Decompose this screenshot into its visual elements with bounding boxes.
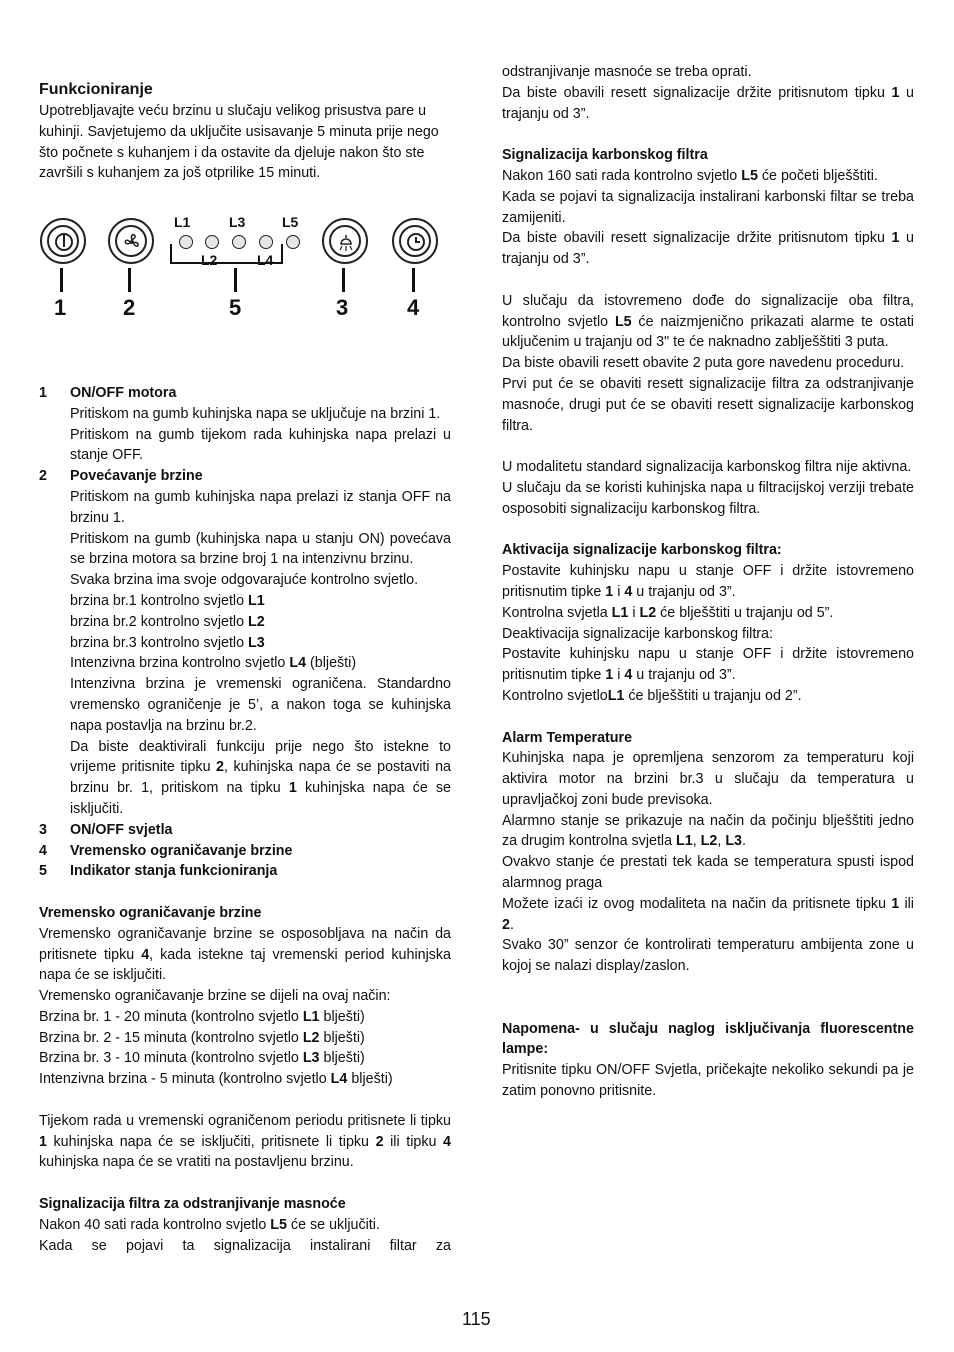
- activation-text-2: Kontrolna svjetla L1 i L2 će blješštiti u trajanju od 5”.: [502, 604, 834, 621]
- list-item: 4 Vremensko ograničavanje brzine: [39, 842, 293, 859]
- list-item: 5 Indikator stanja funkcioniranja: [39, 863, 278, 880]
- led-label-l5: L5: [282, 214, 299, 231]
- deactivation-label: Deaktivacija signalizacije karbonskog filtra:: [502, 625, 773, 642]
- power-icon: [52, 230, 76, 254]
- list-item: 3 ON/OFF svjetla: [39, 821, 173, 838]
- speed-line-3: brzina br.3 kontrolno svjetlo L3: [70, 634, 265, 651]
- light-button: [322, 218, 368, 264]
- section-title: Funkcioniranje: [39, 81, 153, 98]
- alarm-text-3: Ovakvo stanje će prestati tek kada se temperatura spusti ispod alarmnog praga: [502, 854, 914, 892]
- speed-line-4: Intenzivna brzina kontrolno svjetlo L4 (blješti): [70, 655, 357, 672]
- alarm-text-2: Alarmno stanje se prikazuje na način da počinju blješštiti jedno za drugim kontrolna svjetla L1, L2, L3.: [502, 812, 914, 850]
- grease-text-1: Nakon 40 sati rada kontrolno svjetlo L5 će se uključiti.: [39, 1216, 380, 1233]
- power-button: [40, 218, 86, 264]
- right-column: [502, 62, 914, 1102]
- carbon-text-1: Nakon 160 sati rada kontrolno svjetlo L5 će početi blješštiti.: [502, 167, 878, 184]
- alarm-heading: Alarm Temperature: [502, 729, 633, 746]
- std-text-2: U slučaju da se koristi kuhinjska napa u filtracijskoj verziji trebate osposobiti signalizaciju karbonskog filtra.: [502, 479, 914, 517]
- item2-text-2: Pritiskom na gumb (kuhinjska napa u stanju ON) povećava se brzina motora sa brzine broj 1 na intenzivnu brzinu.: [70, 530, 451, 568]
- note-text: Pritisnite tipku ON/OFF Svjetla, pričekajte nekoliko sekundi pa je zatim ponovno pritisnite.: [502, 1062, 914, 1100]
- item2-text-3: Svaka brzina ima svoje odgovarajuće kontrolno svjetlo.: [70, 572, 419, 589]
- label-number-4: 4: [407, 295, 420, 321]
- carbon-text-2: Kada se pojavi ta signalizacija instalirani karbonski filtar se treba zamijeniti.: [502, 188, 914, 226]
- item1-text-2: Pritiskom na gumb tijekom rada kuhinjska napa prelazi u stanje OFF.: [70, 426, 451, 464]
- deactivation-text-1: Postavite kuhinjsku napu u stanje OFF i držite istovremeno pritisnutim tipke 1 i 4 u trajanju od 3”.: [502, 646, 914, 684]
- both-text-2: Da biste obavili resett obavite 2 puta gore navedenu proceduru.: [502, 355, 905, 372]
- label-number-1: 1: [54, 295, 67, 321]
- led-label-l2: L2: [201, 252, 218, 269]
- cont-text-2: Da biste obavili resett signalizacije držite pritisnutom tipku 1 u trajanju od 3”.: [502, 84, 914, 122]
- alarm-text-5: Svako 30” senzor će kontrolirati temperaturu ambijenta zone u kojoj se nalazi display/zaslon.: [502, 937, 914, 975]
- led-l5: [286, 235, 300, 249]
- timer-line-1: Brzina br. 1 - 20 minuta (kontrolno svjetlo L1 blješti): [39, 1008, 365, 1025]
- both-text-3: Prvi put će se obaviti resett signalizacije filtra za odstranjivanje masnoće, drugi put će se obaviti resett signalizacije karbonskog filtra.: [502, 375, 914, 434]
- grease-heading: Signalizacija filtra za odstranjivanje masnoće: [39, 1196, 346, 1213]
- list-item: 1 ON/OFF motora: [39, 384, 177, 401]
- fan-icon: [120, 230, 144, 254]
- carbon-heading: Signalizacija karbonskog filtra: [502, 147, 708, 164]
- item1-text-1: Pritiskom na gumb kuhinjska napa se uključuje na brzini 1.: [70, 405, 441, 422]
- alarm-text-1: Kuhinjska napa je opremljena senzorom za temperaturu koji aktivira motor na brzini br.3 u slučaju da temperatura u upravljačkoj zoni bude previsoka.: [502, 750, 914, 808]
- timer-line-2: Brzina br. 2 - 15 minuta (kontrolno svjetlo L2 blješti): [39, 1029, 365, 1046]
- led-label-l4: L4: [257, 252, 274, 269]
- label-number-5: 5: [229, 295, 242, 321]
- label-number-3: 3: [336, 295, 349, 321]
- activation-text-1: Postavite kuhinjsku napu u stanje OFF i držite istovremeno pritisnutim tipke 1 i 4 u trajanju od 3”.: [502, 563, 914, 600]
- control-panel-diagram: [39, 202, 451, 352]
- light-icon: [334, 230, 358, 254]
- speed-line-1: brzina br.1 kontrolno svjetlo L1: [70, 592, 265, 609]
- timer-heading: Vremensko ograničavanje brzine: [39, 904, 262, 921]
- cont-text-1: odstranjivanje masnoće se treba oprati.: [502, 64, 752, 80]
- speed-line-2: brzina br.2 kontrolno svjetlo L2: [70, 613, 265, 630]
- timer-line-4: Intenzivna brzina - 5 minuta (kontrolno svjetlo L4 blješti): [39, 1071, 393, 1088]
- alarm-text-4: Možete izaći iz ovog modaliteta na način da pritisnete tipku 1 ili 2.: [502, 895, 914, 933]
- both-text-1: U slučaju da istovremeno dođe do signalizacije oba filtra, kontrolno svjetlo L5 će naizmjenično prikazati alarme te ostati uključenim u trajanju od 3" te će naknadno zablješštiti 3 puta.: [502, 292, 914, 351]
- item2-text-5: Da biste deaktivirali funkciju prije nego što istekne to vrijeme pritisnite tipku 2, kuhinjska napa će se postaviti na brzinu br. 1, pritiskom na tipku 1 kuhinjska napa će se isključiti.: [70, 738, 452, 817]
- std-text-1: U modalitetu standard signalizacija karbonskog filtra nije aktivna.: [502, 459, 912, 476]
- note-heading: Napomena- u slučaju naglog isključivanja fluorescentne lampe:: [502, 1020, 914, 1058]
- activation-heading: Aktivacija signalizacije karbonskog filtra:: [502, 542, 782, 559]
- timer-line-3: Brzina br. 3 - 10 minuta (kontrolno svjetlo L3 blješti): [39, 1050, 365, 1067]
- timer-icon: [404, 230, 428, 254]
- page-number: 115: [462, 1309, 491, 1329]
- led-label-l1: L1: [174, 214, 191, 231]
- timer-text-1: Vremensko ograničavanje brzine se osposobljava na način da pritisnete tipku 4, kada istekne taj vremenski period kuhinjska napa će se isključiti.: [39, 925, 451, 984]
- intro-paragraph: Upotrebljavajte veću brzinu u slučaju velikog prisustva pare u kuhinji. Savjetujemo da uključite usisavanje 5 minuta prije nego što počnete s kuhanjem i da ostavite da djeluje nakon što ste završili s kuhanjem za još otprilike 15 minuti.: [39, 103, 439, 182]
- item2-text-1: Pritiskom na gumb kuhinjska napa prelazi iz stanja OFF na brzinu 1.: [70, 488, 451, 526]
- during-text: Tijekom rada u vremenski ograničenom periodu pritisnete li tipku 1 kuhinjska napa će se isključiti, pritisnete li tipku 2 ili tipku 4 kuhinjska napa će se vratiti na postavljenu brzinu.: [39, 1112, 451, 1171]
- timer-button: [392, 218, 438, 264]
- list-item: 2 Povećavanje brzine: [39, 468, 203, 485]
- led-label-l3: L3: [229, 214, 246, 231]
- item2-text-4: Intenzivna brzina je vremenski ograničena. Standardno vremensko ograničenje je 5’, a nakon toga se kuhinjska napa postavlja na brzinu br.2.: [70, 676, 451, 734]
- carbon-text-3: Da biste obavili resett signalizacije držite pritisnutom tipku 1 u trajanju od 3”.: [502, 230, 914, 268]
- grease-text-2: Kada se pojavi ta signalizacija instalirani filtar za: [39, 1237, 451, 1254]
- fan-speed-button: [108, 218, 154, 264]
- label-number-2: 2: [123, 295, 136, 321]
- deactivation-text-2: Kontrolno svjetloL1 će blješštiti u trajanju od 2”.: [502, 687, 802, 704]
- left-column: [39, 81, 452, 1256]
- timer-text-2: Vremensko ograničavanje brzine se dijeli na ovaj način:: [39, 988, 391, 1005]
